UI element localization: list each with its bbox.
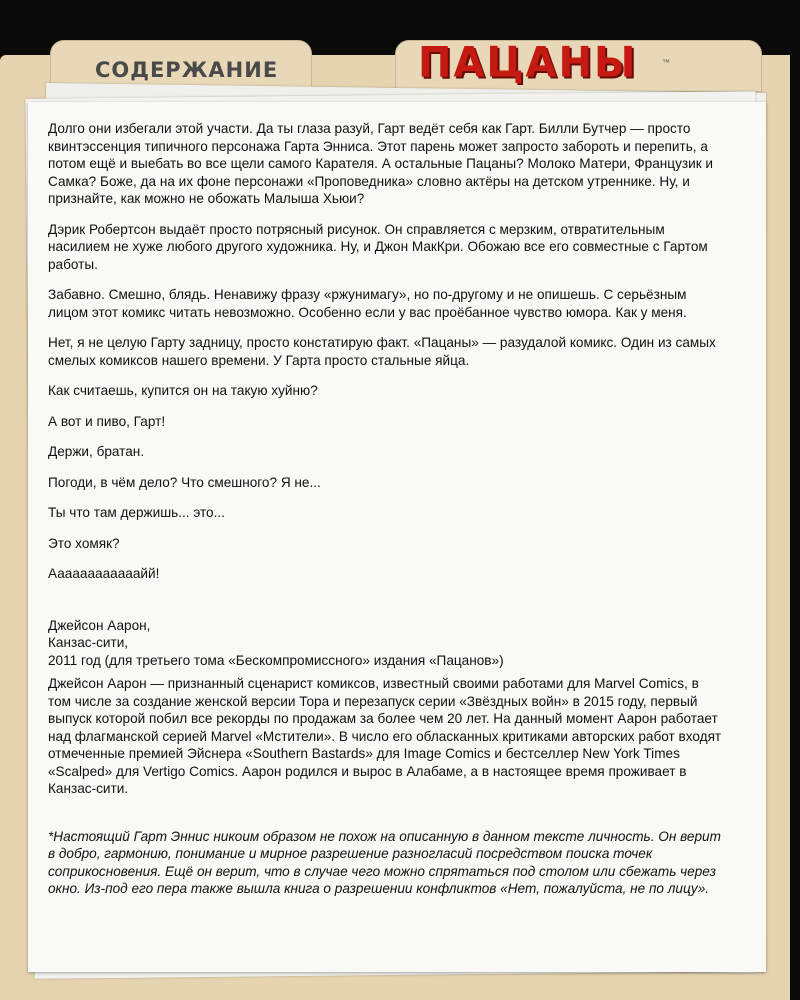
paragraph: Как считаешь, купится он на такую хуйню?: [48, 383, 318, 398]
author-bio: Джейсон Аарон — признанный сценарист комиксов, известный своими работами для Marvel Comics, в том числе за создание женской версии Тора и перезапуск серии «Звёздных войн» в 2015 году, первый выпуск которой побил все рекорды по продажам за более чем 20 лет. На данный момент Аарон работает над флагманской серией Marvel «Мстители». В число его обласканных критиками авторских работ входят отмеченные премией Эйснера «Southern Bastards» для Image Comics и бестселлер New York Times «Scalped» для Vertigo Comics. Аарон родился и вырос в Алабаме, а в настоящее время проживает в Канзас-сити.: [48, 676, 722, 796]
signature-city: Канзас-сити,: [48, 635, 129, 650]
contents-tab-label: СОДЕРЖАНИЕ: [95, 58, 279, 82]
paragraph: Держи, братан.: [48, 444, 145, 459]
paragraph: Долго они избегали этой участи. Да ты глаза разуй, Гарт ведёт себя как Гарт. Билли Бутчер — просто квинтэссенция типичного персонажа Гарта Энниса. Этот парень может запросто забороть и перепить, а потом ещё и выебать во все щели самого Карателя. А остальные Пацаны? Молоко Матери, Французик и Самка? Боже, да на их фоне персонажи «Проповедника» словно актёры на детском утреннике. Ну, и признайте, как можно не обожать Малыша Хьюи?: [48, 121, 714, 206]
paragraph: Аааааааааааайй!: [48, 566, 160, 581]
signature-name: Джейсон Аарон,: [48, 617, 151, 633]
comic-logo: ПАЦАНЫ: [418, 38, 638, 88]
paragraph: Ты что там держишь... это...: [48, 505, 225, 520]
page-content: [48, 120, 723, 911]
signature-year: 2011 год (для третьего тома «Бескомпромиссного» издания «Пацанов»): [48, 652, 504, 668]
signature-block: [48, 617, 723, 670]
paragraph: Это хомяк?: [48, 535, 120, 551]
footnote: *Настоящий Гарт Эннис никоим образом не похож на описанную в данном тексте личность. Он верит в добро, гармонию, понимание и мирное разрешение разногласий посредством поиска точек соприкосновения. Ещё он верит, что в случае чего можно спрятаться под столом или сбежать через окно. Из-под его пера также вышла книга о разрешении конфликтов «Нет, пожалуйста, не по лицу».: [48, 828, 721, 896]
paragraph: Нет, я не целую Гарту задницу, просто констатирую факт. «Пацаны» — разудалой комикс. Один из самых смелых комиксов нашего времени. У Гарта просто стальные яйца.: [48, 335, 716, 368]
trademark-mark: ™: [662, 58, 670, 67]
paragraph: Забавно. Смешно, блядь. Ненавижу фразу «ржунимагу», но по-другому и не опишешь. С серьёзным лицом этот комикс читать невозможно. Особенно если у вас проёбанное чувство юмора. Как у меня.: [48, 287, 687, 320]
paragraph: Погоди, в чём дело? Что смешного? Я не...: [48, 474, 321, 490]
paragraph: Дэрик Робертсон выдаёт просто потрясный рисунок. Он справляется с мерзким, отвратительным насилием не хуже любого другого художника. Ну, и Джон МакКри. Обожаю все его совместные с Гартом работы.: [48, 221, 708, 272]
paragraph: А вот и пиво, Гарт!: [48, 413, 166, 429]
